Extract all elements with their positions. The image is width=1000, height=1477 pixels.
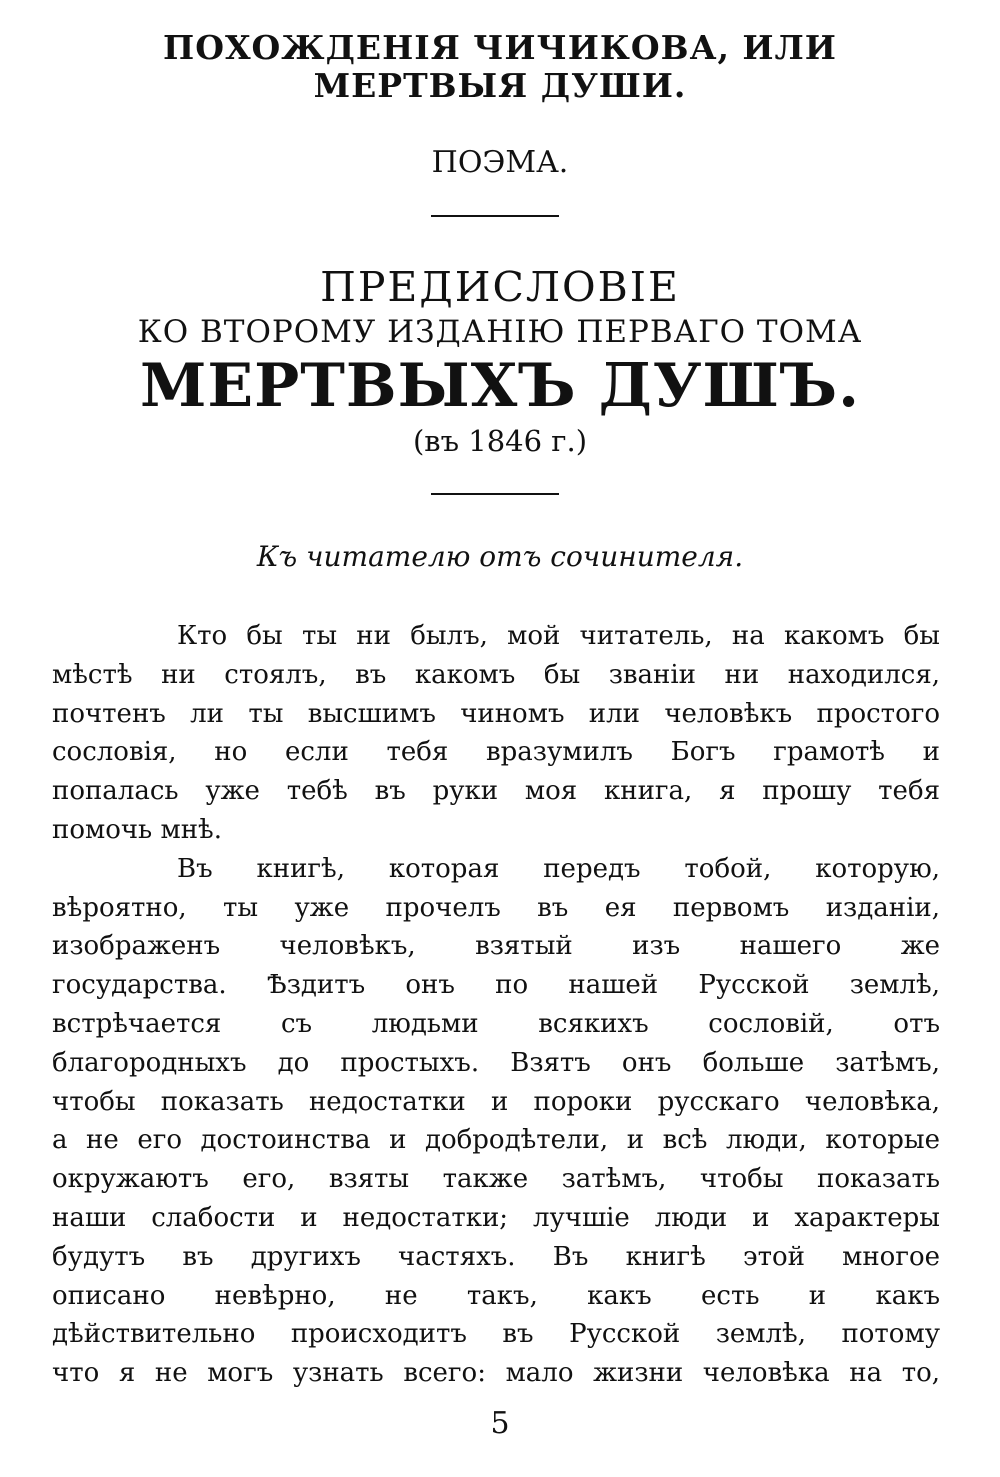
body-line: Кто бы ты ни былъ, мой читатель, на какомъ бы: [177, 621, 940, 651]
book-title-line-1: ПОХОЖДЕНІЯ ЧИЧИКОВА, ИЛИ: [163, 28, 837, 67]
body-line: встрѣчается съ людьми всякихъ сословій, отъ: [52, 1008, 940, 1039]
body-line: попалась уже тебѣ въ руки моя книга, я прошу тебя: [52, 776, 940, 807]
body-line: Въ книгѣ, которая передъ тобой, которую,: [177, 853, 940, 884]
body-line: чтобы показать недостатки и пороки русскаго человѣка,: [52, 1086, 940, 1117]
body-line: описано невѣрно, не такъ, какъ есть и какъ: [52, 1280, 940, 1311]
book-title-line-2: МЕРТВЫЯ ДУШИ.: [313, 66, 687, 105]
preface-heading: ПРЕДИСЛОВІЕ: [320, 263, 680, 311]
body-line: вѣроятно, ты уже прочелъ въ ея первомъ изданіи,: [52, 892, 940, 923]
body-line: дѣйствительно происходитъ въ Русской землѣ, потому: [52, 1319, 940, 1350]
address-to-reader: Къ читателю отъ сочинителя.: [256, 540, 744, 573]
divider-rule-bottom: [431, 493, 559, 495]
body-line: сословія, но если тебя вразумилъ Богъ грамотѣ и: [52, 737, 940, 768]
body-line: будутъ въ другихъ частяхъ. Въ книгѣ этой многое: [52, 1241, 940, 1272]
body-line: наши слабости и недостатки; лучшіе люди и характеры: [52, 1202, 940, 1233]
body-line: изображенъ человѣкъ, взятый изъ нашего же: [52, 931, 940, 962]
body-line: мѣстѣ ни стоялъ, въ какомъ бы званіи ни находился,: [52, 659, 940, 690]
body-line: помочь мнѣ.: [52, 814, 222, 845]
body-line: государства. Ѣздитъ онъ по нашей Русской землѣ,: [52, 970, 940, 1001]
body-line: окружаютъ его, взяты также затѣмъ, чтобы показать: [52, 1164, 940, 1195]
book-subtitle: ПОЭМА.: [431, 145, 569, 180]
body-line: благородныхъ до простыхъ. Взятъ онъ больше затѣмъ,: [52, 1047, 940, 1078]
divider-rule-top: [431, 215, 559, 217]
body-text: [52, 617, 940, 1393]
preface-main-title: МЕРТВЫХЪ ДУШЪ.: [140, 351, 860, 421]
body-line: почтенъ ли ты высшимъ чиномъ или человѣкъ простого: [52, 698, 940, 729]
body-line: а не его достоинства и добродѣтели, и всѣ люди, которые: [52, 1125, 940, 1156]
preface-date: (въ 1846 г.): [412, 424, 588, 458]
preface-subheading: КО ВТОРОМУ ИЗДАНІЮ ПЕРВАГО ТОМА: [137, 314, 863, 350]
page-number: 5: [490, 1406, 510, 1441]
body-line: что я не могъ узнать всего: мало жизни человѣка на то,: [52, 1358, 940, 1389]
